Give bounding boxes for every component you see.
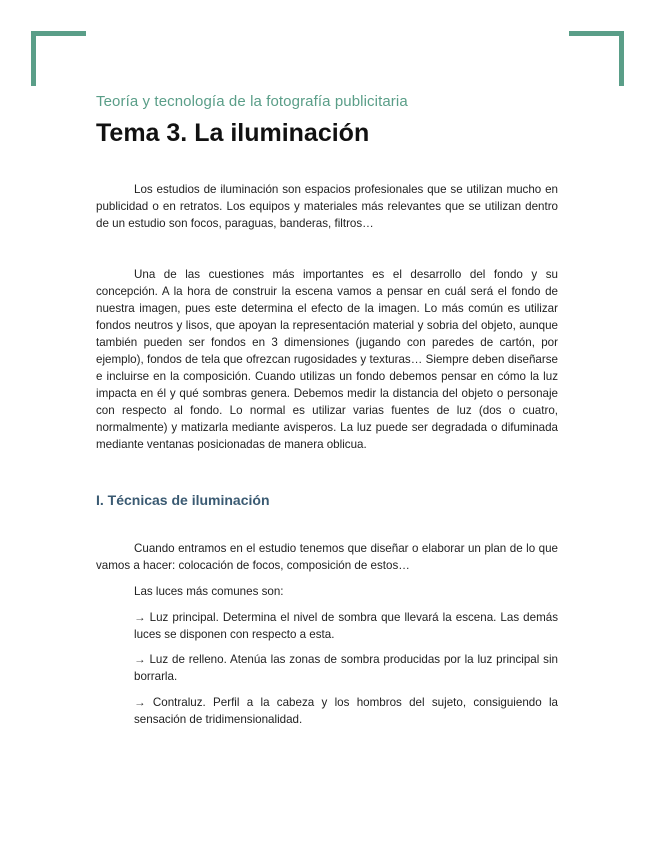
background-paragraph: Una de las cuestiones más importantes es el desarrollo del fondo y su concepción. A la hora de construir la escena vamos a pensar en cuál será el fondo de nuestra imagen, pues este determina el efecto de la imagen. Lo más común es utilizar fondos neutros y lisos, que apoyan la representación material y sobria del objeto, aunque también pueden ser fondos en 3 dimensiones (jugando con paredes de cartón, por ejemplo), fondos de tela que ofrezcan rugosidades y texturas… Siempre deben diseñarse e incluirse en la composición. Cuando utilizas un fondo debemos pensar en cómo la luz impacta en él y qué sombras genera. Debemos medir la distancia del objeto o personaje con respecto al fondo. Lo normal es utilizar varias fuentes de luz (dos o cuatro, normalmente) y matizarla mediante avisperos. La luz puede ser degradada o difuminada mediante ventanas posicionadas de manera oblicua. xyxy=(96,268,558,451)
intro-paragraph: Los estudios de iluminación son espacios profesionales que se utilizan mucho en publicidad o en retratos. Los equipos y materiales más relevantes que se utilizan dentro de un estudio son focos, paraguas, banderas, filtros… xyxy=(96,183,558,230)
list-item-luz-relleno: → Luz de relleno. Atenúa las zonas de sombra producidas por la luz principal sin borrarla. xyxy=(134,653,558,683)
course-subtitle: Teoría y tecnología de la fotografía publicitaria xyxy=(96,93,408,110)
planning-paragraph: Cuando entramos en el estudio tenemos que diseñar o elaborar un plan de lo que vamos a hacer: colocación de focos, composición de estos… xyxy=(96,542,558,572)
list-item-luz-principal: → Luz principal. Determina el nivel de sombra que llevará la escena. Las demás luces se disponen con respecto a esta. xyxy=(134,611,558,641)
list-item-contraluz: → Contraluz. Perfil a la cabeza y los hombros del sujeto, consiguiendo la sensación de tridimensionalidad. xyxy=(134,696,558,726)
corner-bracket-top-left xyxy=(31,31,86,86)
page-title: Tema 3. La iluminación xyxy=(96,119,370,147)
corner-bracket-top-right xyxy=(569,31,624,86)
section-heading: I. Técnicas de iluminación xyxy=(96,492,270,508)
lights-intro: Las luces más comunes son: xyxy=(134,585,284,598)
